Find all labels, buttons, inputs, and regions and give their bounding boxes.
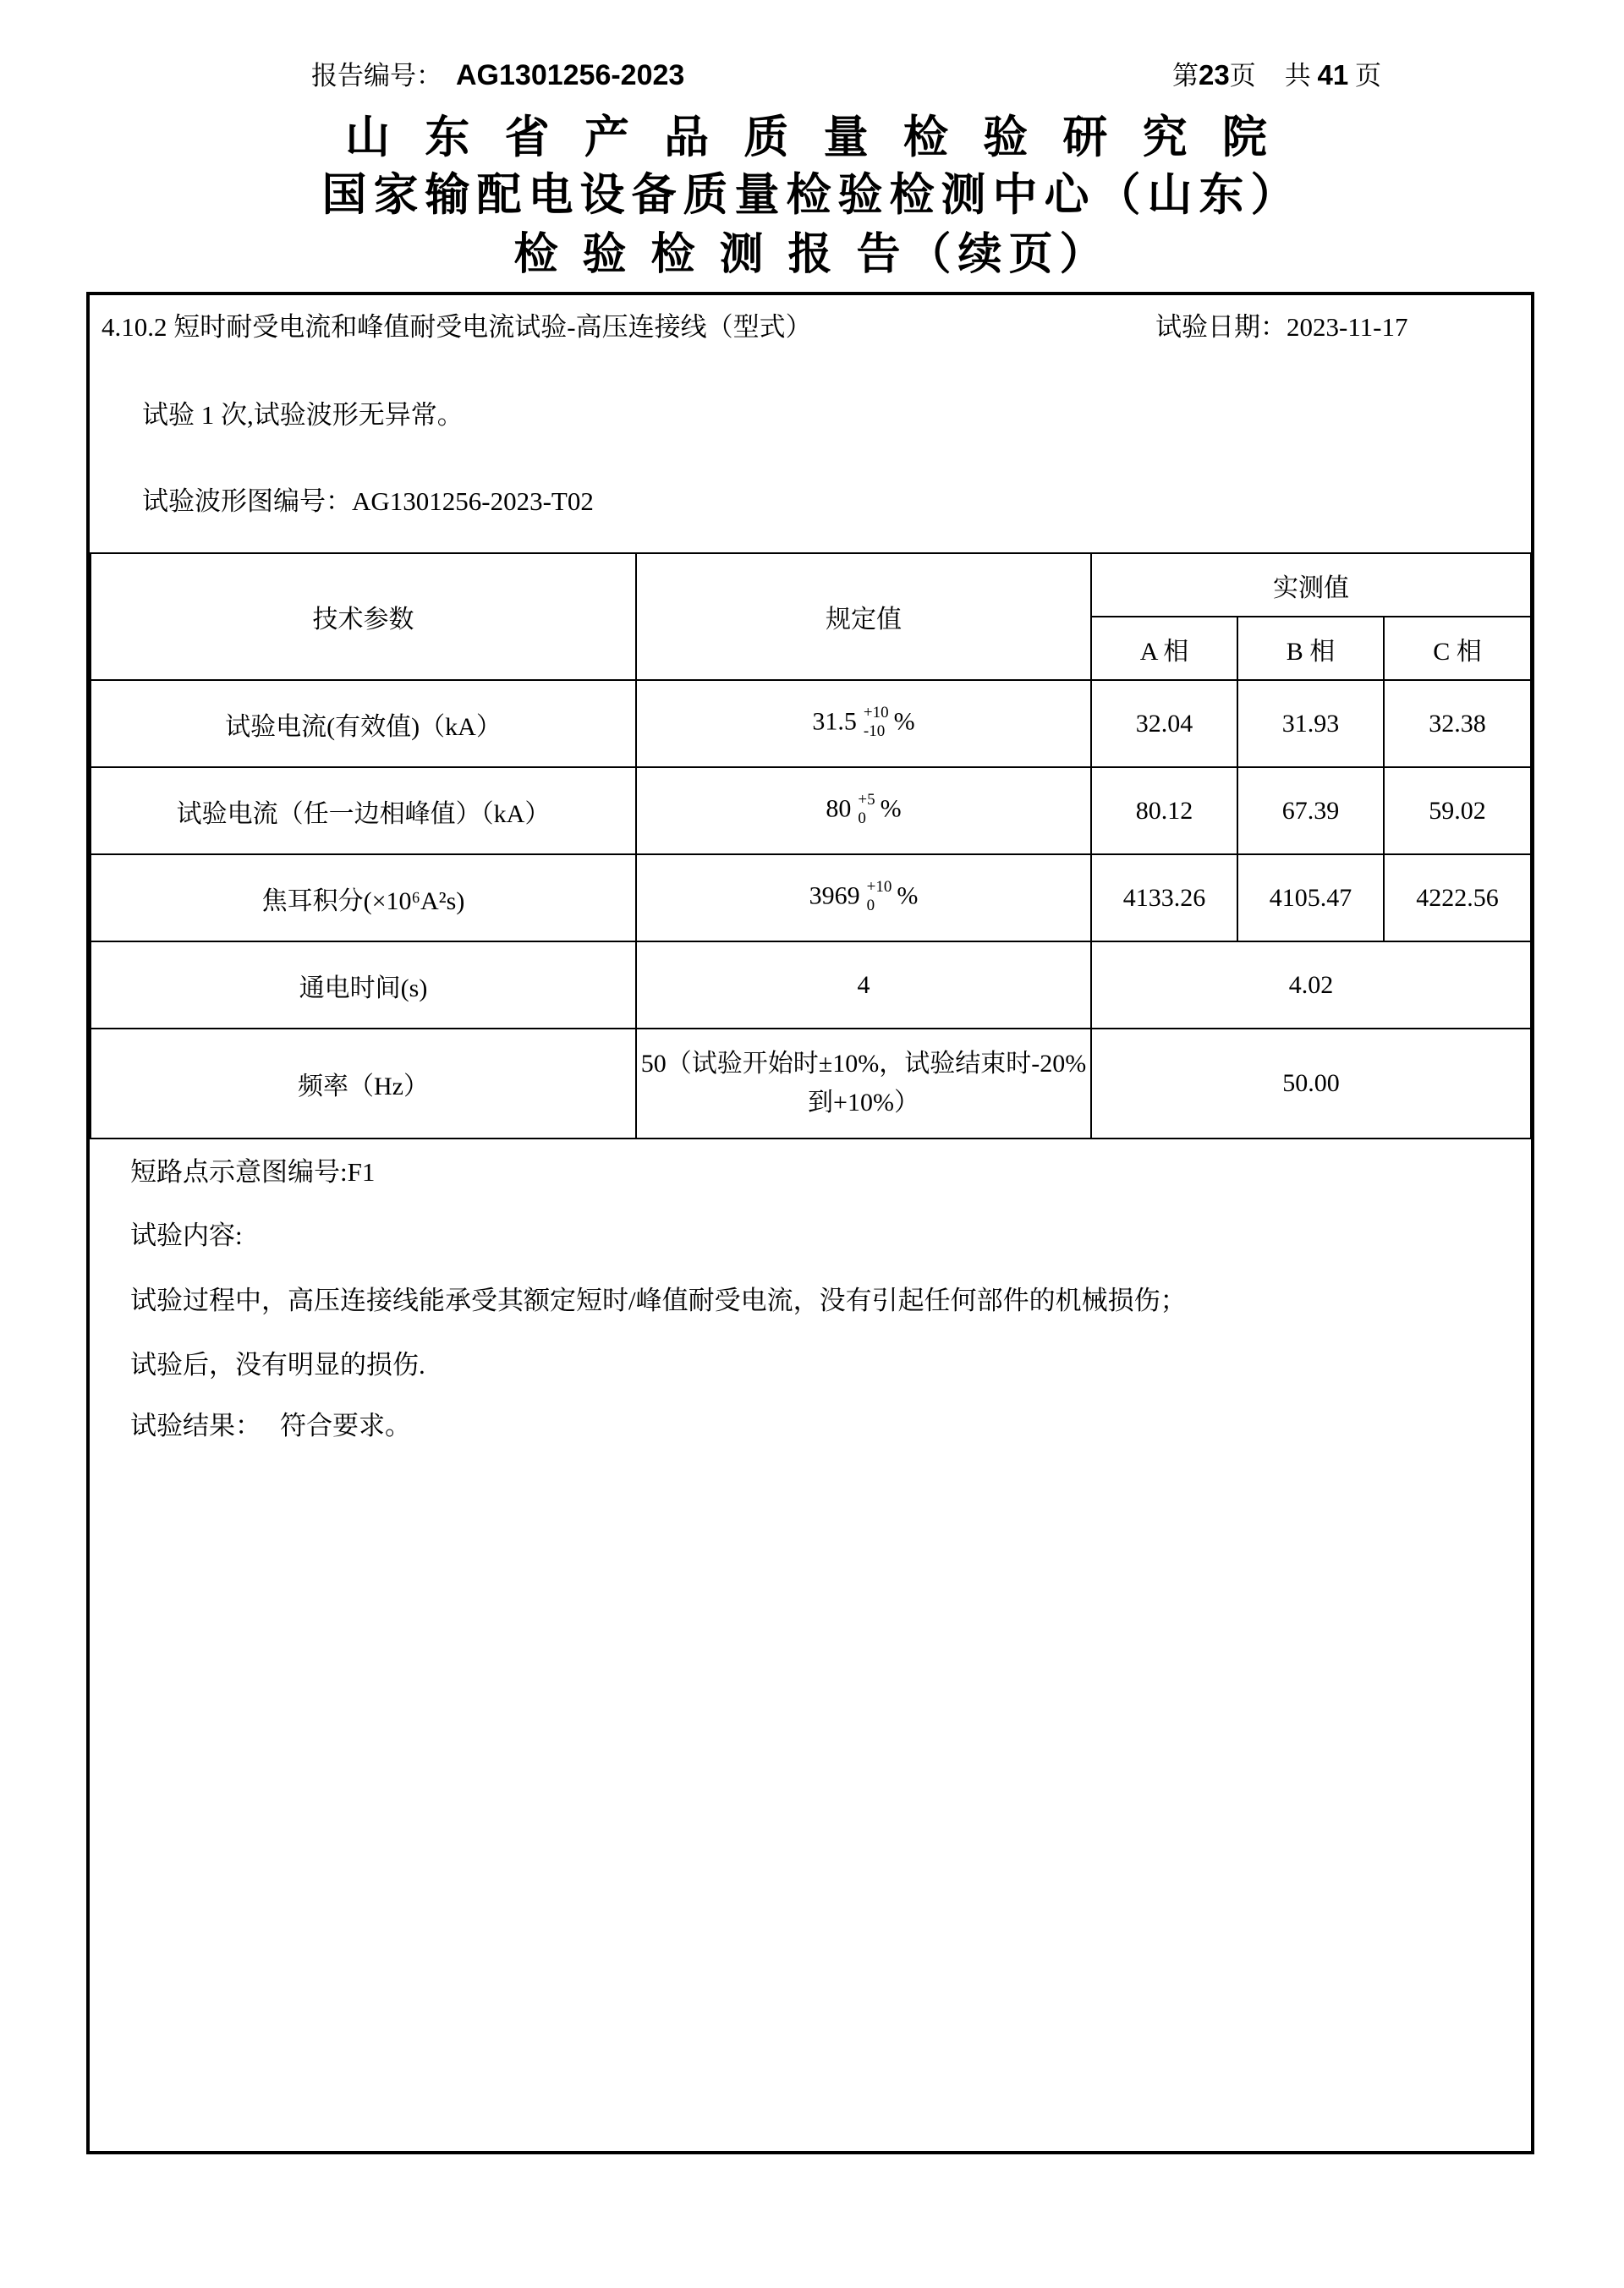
- test-result-label: 试验结果：: [130, 1411, 261, 1440]
- waveform-number-line: [142, 480, 594, 518]
- tolerance-sub: -10: [863, 722, 886, 740]
- page-total: 41: [1317, 59, 1349, 91]
- table-header-row-1: [91, 553, 1531, 617]
- spec-base: 3969: [809, 881, 860, 910]
- header-phase-c: C 相: [1384, 617, 1531, 680]
- spec-cell: 4: [636, 941, 1091, 1029]
- test-result-value: 符合要求。: [280, 1411, 411, 1440]
- page-prefix: 第: [1172, 61, 1199, 91]
- header-phase-a: A 相: [1091, 617, 1237, 680]
- value-c: 59.02: [1384, 767, 1531, 854]
- spec-cell: [636, 680, 1091, 767]
- value-b: 4105.47: [1237, 854, 1384, 941]
- spec-tolerance: [864, 704, 889, 741]
- test-content-label: 试验内容:: [130, 1221, 243, 1250]
- page-total-label: 共: [1284, 61, 1311, 91]
- param-cell: 试验电流（任一边相峰值）（kA）: [91, 767, 636, 854]
- content-box: [86, 292, 1534, 2154]
- value-a: 4133.26: [1091, 854, 1237, 941]
- center-title: 国家输配电设备质量检验检测中心（山东）: [321, 171, 1303, 220]
- spec-unit: %: [897, 881, 919, 910]
- header-measured: 实测值: [1091, 553, 1531, 617]
- page-number-line: [1172, 54, 1381, 92]
- tolerance-sup: +5: [858, 790, 875, 809]
- table-row-current-rms: [91, 680, 1531, 767]
- tolerance-sub: 0: [858, 809, 866, 827]
- spec-tolerance: [867, 878, 892, 915]
- report-number-line: [311, 54, 684, 92]
- tolerance-sup: +10: [866, 877, 892, 896]
- test-date-value: 2023-11-17: [1287, 312, 1408, 342]
- org-title: 山 东 省 产 品 质 量 检 验 研 究 院: [345, 113, 1279, 162]
- spec-cell: [636, 767, 1091, 854]
- test-date-label: 试验日期：: [1155, 312, 1287, 342]
- test-result-line: [130, 1404, 411, 1442]
- value-b: 31.93: [1237, 680, 1384, 767]
- short-circuit-diagram-number: 短路点示意图编号:F1: [130, 1157, 376, 1187]
- header-spec: 规定值: [636, 553, 1091, 680]
- tolerance-sub: 0: [866, 896, 875, 914]
- spec-cell: [636, 854, 1091, 941]
- tolerance-sup: +10: [863, 703, 889, 722]
- waveform-number: AG1301256-2023-T02: [352, 486, 594, 516]
- value-a: 32.04: [1091, 680, 1237, 767]
- spec-unit: %: [893, 707, 915, 736]
- spec-cell: 50（试验开始时±10%，试验结束时-20%到+10%）: [636, 1029, 1091, 1139]
- spec-base: 80: [826, 794, 852, 823]
- page-current: 23: [1199, 59, 1230, 91]
- param-cell: 焦耳积分(×10⁶A²s): [91, 854, 636, 941]
- results-table: [90, 552, 1532, 1139]
- value-merged: 50.00: [1091, 1029, 1531, 1139]
- spec-tolerance: [858, 791, 875, 828]
- spec-unit: %: [880, 794, 902, 823]
- param-cell: 频率（Hz）: [91, 1029, 636, 1139]
- table-row-frequency: [91, 1029, 1531, 1139]
- section-heading: 4.10.2 短时耐受电流和峰值耐受电流试验-高压连接线（型式）: [102, 312, 812, 342]
- header-param: 技术参数: [91, 553, 636, 680]
- test-content-line-1: 试验过程中，高压连接线能承受其额定短时/峰值耐受电流，没有引起任何部件的机械损伤；: [130, 1286, 1187, 1315]
- value-merged: 4.02: [1091, 941, 1531, 1029]
- table-row-duration: [91, 941, 1531, 1029]
- value-c: 4222.56: [1384, 854, 1531, 941]
- table-row-joule-integral: [91, 854, 1531, 941]
- value-b: 67.39: [1237, 767, 1384, 854]
- report-title: 检 验 检 测 报 告（续页）: [513, 231, 1111, 279]
- spec-base: 31.5: [812, 707, 857, 736]
- value-c: 32.38: [1384, 680, 1531, 767]
- test-date-line: [1155, 305, 1408, 343]
- page-suffix: 页: [1354, 61, 1381, 91]
- test-count-note: 试验 1 次,试验波形无异常。: [142, 400, 464, 430]
- param-cell: 试验电流(有效值)（kA）: [91, 680, 636, 767]
- header-phase-b: B 相: [1237, 617, 1384, 680]
- table-row-current-peak: [91, 767, 1531, 854]
- page-mid-label: 页: [1229, 61, 1256, 91]
- test-content-line-2: 试验后，没有明显的损伤.: [130, 1350, 425, 1380]
- param-cell: 通电时间(s): [91, 941, 636, 1029]
- report-number-label: 报告编号：: [311, 61, 442, 91]
- waveform-label: 试验波形图编号：: [142, 486, 352, 516]
- value-a: 80.12: [1091, 767, 1237, 854]
- report-number-value: AG1301256-2023: [456, 59, 685, 91]
